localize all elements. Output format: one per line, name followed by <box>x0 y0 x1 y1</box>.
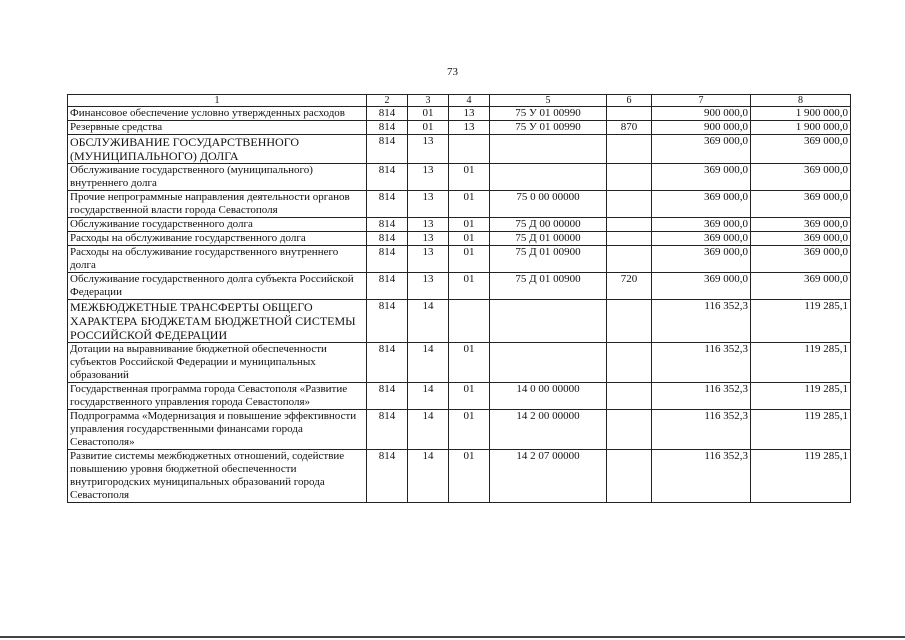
cell-expense-type-code <box>607 410 652 450</box>
row-name: МЕЖБЮДЖЕТНЫЕ ТРАНСФЕРТЫ ОБЩЕГО ХАРАКТЕРА БЮДЖЕТАМ БЮДЖЕТНОЙ СИСТЕМЫ РОССИЙСКОЙ ФЕДЕРАЦИИ <box>68 300 367 343</box>
table-header-row <box>68 95 851 107</box>
cell-target-article-code: 75 У 01 00990 <box>490 121 607 135</box>
column-header: 5 <box>490 95 607 107</box>
cell-expense-type-code <box>607 246 652 273</box>
cell-amount-year-2: 119 285,1 <box>751 343 851 383</box>
cell-subsection-code: 01 <box>449 191 490 218</box>
cell-amount-year-1: 116 352,3 <box>652 450 751 503</box>
cell-amount-year-1: 900 000,0 <box>652 107 751 121</box>
cell-amount-year-1: 116 352,3 <box>652 300 751 343</box>
budget-table <box>67 94 851 503</box>
cell-section-code: 01 <box>408 107 449 121</box>
table-row <box>68 232 851 246</box>
cell-amount-year-2: 369 000,0 <box>751 273 851 300</box>
cell-amount-year-1: 116 352,3 <box>652 383 751 410</box>
cell-subsection-code: 01 <box>449 273 490 300</box>
cell-target-article-code: 75 Д 01 00900 <box>490 246 607 273</box>
table-row <box>68 300 851 343</box>
cell-target-article-code: 75 Д 01 00900 <box>490 273 607 300</box>
row-name: Государственная программа города Севастополя «Развитие государственного управления города Севастополя» <box>68 383 367 410</box>
cell-target-article-code <box>490 343 607 383</box>
cell-ministry-code: 814 <box>367 121 408 135</box>
cell-amount-year-1: 116 352,3 <box>652 343 751 383</box>
cell-subsection-code: 01 <box>449 164 490 191</box>
cell-amount-year-2: 369 000,0 <box>751 218 851 232</box>
cell-section-code: 14 <box>408 300 449 343</box>
cell-expense-type-code <box>607 232 652 246</box>
cell-target-article-code <box>490 300 607 343</box>
cell-amount-year-1: 116 352,3 <box>652 410 751 450</box>
cell-subsection-code: 01 <box>449 410 490 450</box>
cell-amount-year-2: 119 285,1 <box>751 410 851 450</box>
cell-section-code: 13 <box>408 191 449 218</box>
cell-amount-year-1: 369 000,0 <box>652 218 751 232</box>
cell-section-code: 14 <box>408 410 449 450</box>
cell-target-article-code: 14 0 00 00000 <box>490 383 607 410</box>
cell-expense-type-code <box>607 164 652 191</box>
cell-amount-year-2: 119 285,1 <box>751 450 851 503</box>
cell-expense-type-code: 720 <box>607 273 652 300</box>
cell-ministry-code: 814 <box>367 107 408 121</box>
cell-ministry-code: 814 <box>367 164 408 191</box>
cell-ministry-code: 814 <box>367 343 408 383</box>
row-name: Прочие непрограммные направления деятельности органов государственной власти города Севастополя <box>68 191 367 218</box>
cell-amount-year-1: 369 000,0 <box>652 232 751 246</box>
row-name: Подпрограмма «Модернизация и повышение эффективности управления государственными финансами города Севастополя» <box>68 410 367 450</box>
cell-section-code: 01 <box>408 121 449 135</box>
row-name: Обслуживание государственного долга <box>68 218 367 232</box>
cell-amount-year-2: 369 000,0 <box>751 232 851 246</box>
cell-expense-type-code <box>607 191 652 218</box>
cell-expense-type-code <box>607 383 652 410</box>
row-name: Дотации на выравнивание бюджетной обеспеченности субъектов Российской Федерации и муниципальных образований <box>68 343 367 383</box>
column-header: 8 <box>751 95 851 107</box>
cell-amount-year-1: 369 000,0 <box>652 273 751 300</box>
cell-amount-year-1: 369 000,0 <box>652 135 751 164</box>
cell-target-article-code: 75 Д 01 00000 <box>490 232 607 246</box>
cell-target-article-code: 75 У 01 00990 <box>490 107 607 121</box>
cell-amount-year-1: 900 000,0 <box>652 121 751 135</box>
cell-target-article-code: 14 2 00 00000 <box>490 410 607 450</box>
cell-ministry-code: 814 <box>367 450 408 503</box>
cell-expense-type-code <box>607 300 652 343</box>
table-row <box>68 450 851 503</box>
row-name: Резервные средства <box>68 121 367 135</box>
table-row <box>68 410 851 450</box>
cell-amount-year-1: 369 000,0 <box>652 246 751 273</box>
cell-section-code: 14 <box>408 383 449 410</box>
cell-ministry-code: 814 <box>367 383 408 410</box>
cell-amount-year-2: 119 285,1 <box>751 300 851 343</box>
cell-expense-type-code <box>607 218 652 232</box>
cell-ministry-code: 814 <box>367 191 408 218</box>
table-row <box>68 135 851 164</box>
row-name: Обслуживание государственного долга субъекта Российской Федерации <box>68 273 367 300</box>
table-row <box>68 107 851 121</box>
column-header: 4 <box>449 95 490 107</box>
table-row <box>68 273 851 300</box>
cell-subsection-code <box>449 135 490 164</box>
row-name: Расходы на обслуживание государственного внутреннего долга <box>68 246 367 273</box>
cell-section-code: 13 <box>408 246 449 273</box>
cell-amount-year-2: 1 900 000,0 <box>751 107 851 121</box>
cell-expense-type-code <box>607 450 652 503</box>
cell-amount-year-2: 369 000,0 <box>751 191 851 218</box>
row-name: Обслуживание государственного (муниципального) внутреннего долга <box>68 164 367 191</box>
cell-target-article-code: 75 Д 00 00000 <box>490 218 607 232</box>
table-row <box>68 164 851 191</box>
table-row <box>68 121 851 135</box>
cell-amount-year-1: 369 000,0 <box>652 191 751 218</box>
cell-expense-type-code <box>607 135 652 164</box>
cell-amount-year-2: 1 900 000,0 <box>751 121 851 135</box>
cell-subsection-code: 01 <box>449 383 490 410</box>
column-header: 3 <box>408 95 449 107</box>
page-number: 73 <box>447 66 458 78</box>
cell-ministry-code: 814 <box>367 410 408 450</box>
cell-section-code: 14 <box>408 450 449 503</box>
cell-subsection-code: 01 <box>449 343 490 383</box>
cell-amount-year-2: 369 000,0 <box>751 246 851 273</box>
cell-section-code: 13 <box>408 232 449 246</box>
cell-subsection-code: 01 <box>449 218 490 232</box>
column-header: 7 <box>652 95 751 107</box>
cell-target-article-code <box>490 164 607 191</box>
cell-ministry-code: 814 <box>367 246 408 273</box>
cell-subsection-code: 01 <box>449 246 490 273</box>
cell-ministry-code: 814 <box>367 300 408 343</box>
cell-target-article-code: 14 2 07 00000 <box>490 450 607 503</box>
cell-ministry-code: 814 <box>367 135 408 164</box>
cell-ministry-code: 814 <box>367 218 408 232</box>
row-name: ОБСЛУЖИВАНИЕ ГОСУДАРСТВЕННОГО (МУНИЦИПАЛЬНОГО) ДОЛГА <box>68 135 367 164</box>
cell-subsection-code <box>449 300 490 343</box>
column-header: 6 <box>607 95 652 107</box>
cell-section-code: 13 <box>408 135 449 164</box>
cell-expense-type-code <box>607 107 652 121</box>
cell-ministry-code: 814 <box>367 232 408 246</box>
table-row <box>68 343 851 383</box>
cell-target-article-code: 75 0 00 00000 <box>490 191 607 218</box>
cell-amount-year-2: 369 000,0 <box>751 164 851 191</box>
cell-amount-year-2: 119 285,1 <box>751 383 851 410</box>
table-row <box>68 191 851 218</box>
cell-section-code: 14 <box>408 343 449 383</box>
cell-ministry-code: 814 <box>367 273 408 300</box>
cell-section-code: 13 <box>408 218 449 232</box>
table-row <box>68 218 851 232</box>
column-header: 1 <box>68 95 367 107</box>
cell-expense-type-code: 870 <box>607 121 652 135</box>
cell-target-article-code <box>490 135 607 164</box>
cell-amount-year-2: 369 000,0 <box>751 135 851 164</box>
cell-subsection-code: 01 <box>449 450 490 503</box>
row-name: Расходы на обслуживание государственного долга <box>68 232 367 246</box>
table-row <box>68 383 851 410</box>
column-header: 2 <box>367 95 408 107</box>
cell-subsection-code: 01 <box>449 232 490 246</box>
cell-subsection-code: 13 <box>449 107 490 121</box>
cell-amount-year-1: 369 000,0 <box>652 164 751 191</box>
cell-expense-type-code <box>607 343 652 383</box>
cell-subsection-code: 13 <box>449 121 490 135</box>
page-bottom-edge <box>0 636 905 638</box>
row-name: Финансовое обеспечение условно утвержденных расходов <box>68 107 367 121</box>
table-row <box>68 246 851 273</box>
cell-section-code: 13 <box>408 164 449 191</box>
row-name: Развитие системы межбюджетных отношений, содействие повышению уровня бюджетной обеспеченности внутригородских муниципальных образований города Севастополя <box>68 450 367 503</box>
cell-section-code: 13 <box>408 273 449 300</box>
